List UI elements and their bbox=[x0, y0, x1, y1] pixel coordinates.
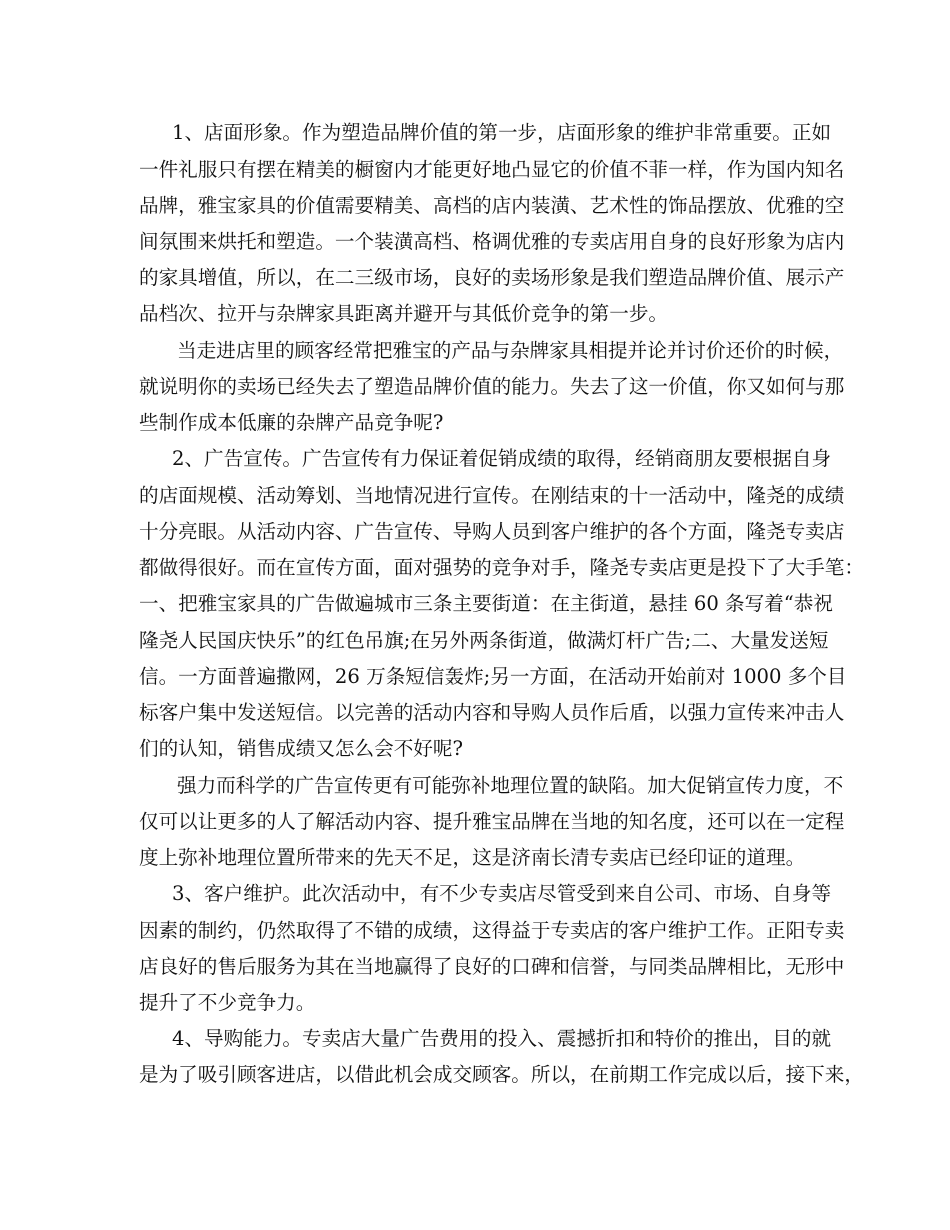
text-line: 一件礼服只有摆在精美的橱窗内才能更好地凸显它的价值不菲一样，作为国内知名 bbox=[139, 158, 845, 181]
text-line: 信。一方面普遍撒网，26 万条短信轰炸;另一方面，在活动开始前对 1000 多个目 bbox=[139, 665, 847, 688]
text-line: 当走进店里的顾客经常把雅宝的产品与杂牌家具相提并论并讨价还价的时候， bbox=[177, 339, 844, 362]
text-line: 因素的制约，仍然取得了不错的成绩，这得益于专卖店的客户维护工作。正阳专卖 bbox=[139, 919, 845, 942]
text-line: 们的认知，销售成绩又怎么会不好呢? bbox=[139, 737, 464, 760]
text-line: 标客户集中发送短信。以完善的活动内容和导购人员作后盾，以强力宣传来冲击人 bbox=[139, 701, 845, 724]
text-line: 3、客户维护。此次活动中，有不少专卖店尽管受到来自公司、市场、自身等 bbox=[172, 882, 832, 905]
text-line: 的家具增值，所以，在二三级市场，良好的卖场形象是我们塑造品牌价值、展示产 bbox=[139, 266, 845, 289]
text-line: 1、店面形象。作为塑造品牌价值的第一步，店面形象的维护非常重要。正如 bbox=[172, 121, 832, 144]
text-line: 仅可以让更多的人了解活动内容、提升雅宝品牌在当地的知名度，还可以在一定程 bbox=[139, 810, 845, 833]
text-line: 间氛围来烘托和塑造。一个装潢高档、格调优雅的专卖店用自身的良好形象为店内 bbox=[139, 230, 845, 253]
text-line: 品档次、拉开与杂牌家具距离并避开与其低价竞争的第一步。 bbox=[139, 302, 669, 325]
text-line: 就说明你的卖场已经失去了塑造品牌价值的能力。失去了这一价值，你又如何与那 bbox=[139, 375, 845, 398]
text-line: 2、广告宣传。广告宣传有力保证着促销成绩的取得，经销商朋友要根据自身 bbox=[172, 447, 832, 470]
text-line: 品牌，雅宝家具的价值需要精美、高档的店内装潢、艺术性的饰品摆放、优雅的空 bbox=[139, 194, 845, 217]
text-line: 十分亮眼。从活动内容、广告宣传、导购人员到客户维护的各个方面，隆尧专卖店 bbox=[139, 520, 845, 543]
text-line: 隆尧人民国庆快乐”的红色吊旗;在另外两条街道，做满灯杆广告;二、大量发送短 bbox=[139, 629, 829, 652]
text-line: 一、把雅宝家具的广告做遍城市三条主要街道：在主街道，悬挂 60 条写着“恭祝 bbox=[139, 592, 833, 615]
text-line: 些制作成本低廉的杂牌产品竞争呢? bbox=[139, 411, 444, 434]
text-line: 提升了不少竞争力。 bbox=[139, 991, 316, 1014]
text-line: 是为了吸引顾客进店，以借此机会成交顾客。所以，在前期工作完成以后，接下来， bbox=[139, 1063, 864, 1086]
text-line: 店良好的售后服务为其在当地赢得了良好的口碑和信誉，与同类品牌相比，无形中 bbox=[139, 955, 845, 978]
text-line: 强力而科学的广告宣传更有可能弥补地理位置的缺陷。加大促销宣传力度，不 bbox=[177, 774, 844, 797]
text-line: 都做得很好。而在宣传方面，面对强势的竞争对手，隆尧专卖店更是投下了大手笔： bbox=[139, 556, 864, 579]
text-line: 4、导购能力。专卖店大量广告费用的投入、震撼折扣和特价的推出，目的就 bbox=[172, 1027, 832, 1050]
text-line: 度上弥补地理位置所带来的先天不足，这是济南长清专卖店已经印证的道理。 bbox=[139, 846, 806, 869]
text-line: 的店面规模、活动筹划、当地情况进行宣传。在刚结束的十一活动中，隆尧的成绩 bbox=[139, 484, 845, 507]
